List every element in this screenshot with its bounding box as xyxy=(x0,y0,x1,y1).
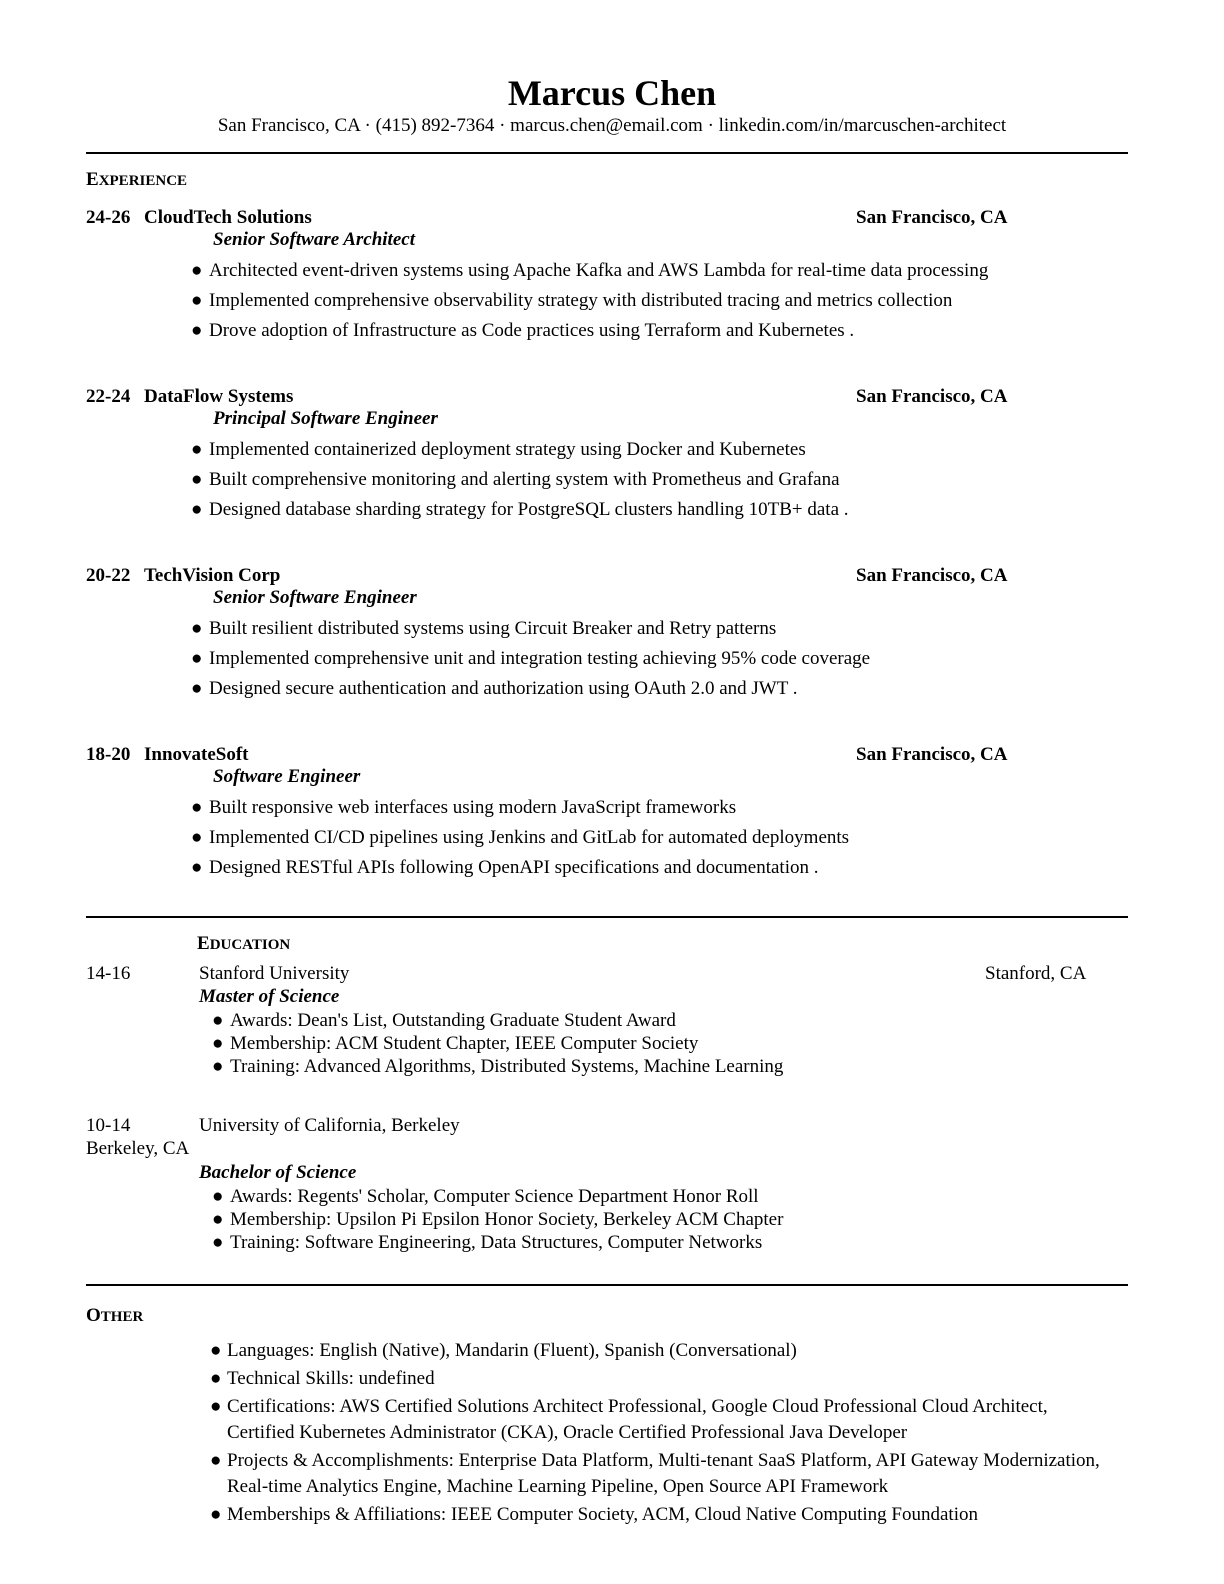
job-dates: 20-22 xyxy=(86,565,131,586)
education-degree: Master of Science xyxy=(199,986,340,1007)
education-bullets xyxy=(212,1185,783,1254)
job-entry xyxy=(86,206,1128,341)
job-title: Principal Software Engineer xyxy=(213,408,438,429)
other-heading-initial: O xyxy=(86,1305,101,1326)
job-bullet: ● Built comprehensive monitoring and alerting system with Prometheus and Grafana xyxy=(191,469,840,490)
job-title: Software Engineer xyxy=(213,766,361,787)
job-company: InnovateSoft xyxy=(144,744,249,765)
job-bullet: ● Drove adoption of Infrastructure as Code practices using Terraform and Kubernetes . xyxy=(191,320,855,341)
job-bullet: ● Built responsive web interfaces using modern JavaScript frameworks xyxy=(191,797,737,818)
education-school: Stanford University xyxy=(199,963,350,984)
job-bullet: ● Implemented containerized deployment strategy using Docker and Kubernetes xyxy=(191,439,806,460)
contact-line: San Francisco, CA · (415) 892-7364 · marcus.chen@email.com · linkedin.com/in/marcuschen-architect xyxy=(217,115,1007,136)
education-dates: 14-16 xyxy=(86,963,131,984)
job-bullet: ● Architected event-driven systems using Apache Kafka and AWS Lambda for real-time data processing xyxy=(191,260,989,281)
job-bullet: ● Implemented CI/CD pipelines using Jenkins and GitLab for automated deployments xyxy=(191,827,850,848)
education-heading xyxy=(197,932,290,957)
other-item: ● Projects & Accomplishments: Enterprise Data Platform, Multi-tenant SaaS Platform, API Gateway Modernization, Real-time Analytics Engine, Machine Learning Pipeline, Open Source API Framework xyxy=(210,1450,1100,1497)
candidate-name: Marcus Chen xyxy=(507,73,717,113)
other-heading xyxy=(86,1304,143,1329)
education-bullet: ● Membership: Upsilon Pi Epsilon Honor Society, Berkeley ACM Chapter xyxy=(212,1209,784,1230)
job-location: San Francisco, CA xyxy=(856,565,1008,586)
other-heading-rest: THER xyxy=(100,1309,144,1325)
job-entry xyxy=(86,385,1128,520)
job-bullet: ● Designed database sharding strategy for PostgreSQL clusters handling 10TB+ data . xyxy=(191,499,849,520)
other-item: ● Technical Skills: undefined xyxy=(210,1368,435,1389)
education-school: University of California, Berkeley xyxy=(199,1115,460,1136)
job-location: San Francisco, CA xyxy=(856,207,1008,228)
job-bullets xyxy=(191,256,988,346)
education-dates: 10-14 xyxy=(86,1115,131,1136)
other-item: ● Languages: English (Native), Mandarin (Fluent), Spanish (Conversational) xyxy=(210,1340,797,1361)
job-title: Senior Software Engineer xyxy=(213,587,417,608)
job-title: Senior Software Architect xyxy=(213,229,415,250)
job-bullet: ● Implemented comprehensive unit and integration testing achieving 95% code coverage xyxy=(191,648,871,669)
education-bullet: ● Awards: Regents' Scholar, Computer Science Department Honor Roll xyxy=(212,1186,759,1207)
job-bullet: ● Implemented comprehensive observability strategy with distributed tracing and metrics collection xyxy=(191,290,953,311)
job-company: TechVision Corp xyxy=(144,565,281,586)
education-entry xyxy=(86,1114,1128,1264)
job-location: San Francisco, CA xyxy=(856,386,1008,407)
education-location: Stanford, CA xyxy=(985,963,1087,984)
job-entry xyxy=(86,564,1128,699)
education-bullet: ● Training: Advanced Algorithms, Distributed Systems, Machine Learning xyxy=(212,1056,784,1077)
other-list xyxy=(210,1338,1110,1530)
other-item: ● Certifications: AWS Certified Solutions Architect Professional, Google Cloud Professional Cloud Architect, Certified Kubernetes Administrator (CKA), Oracle Certified Professional Java Developer xyxy=(210,1396,1048,1443)
job-entry xyxy=(86,743,1128,878)
experience-heading-rest: XPERIENCE xyxy=(98,173,188,189)
job-bullets xyxy=(191,614,870,704)
education-heading-rest: DUCATION xyxy=(209,937,291,953)
experience-divider xyxy=(86,916,1128,918)
education-degree: Bachelor of Science xyxy=(199,1162,357,1183)
job-bullet: ● Built resilient distributed systems using Circuit Breaker and Retry patterns xyxy=(191,618,777,639)
education-heading-initial: E xyxy=(197,933,210,954)
job-company: CloudTech Solutions xyxy=(144,207,312,228)
education-bullet: ● Training: Software Engineering, Data Structures, Computer Networks xyxy=(212,1232,763,1253)
job-location: San Francisco, CA xyxy=(856,744,1008,765)
education-location: Berkeley, CA xyxy=(86,1138,190,1159)
job-bullet: ● Designed secure authentication and authorization using OAuth 2.0 and JWT . xyxy=(191,678,798,699)
education-bullets xyxy=(212,1009,783,1078)
job-company: DataFlow Systems xyxy=(144,386,294,407)
header-divider xyxy=(86,152,1128,154)
experience-heading-initial: E xyxy=(86,169,99,190)
job-bullet: ● Designed RESTful APIs following OpenAPI specifications and documentation . xyxy=(191,857,819,878)
job-dates: 22-24 xyxy=(86,386,131,407)
job-dates: 24-26 xyxy=(86,207,131,228)
education-entry xyxy=(86,962,1128,1082)
education-divider xyxy=(86,1284,1128,1286)
education-bullet: ● Awards: Dean's List, Outstanding Graduate Student Award xyxy=(212,1010,676,1031)
job-bullets xyxy=(191,793,849,883)
job-bullets xyxy=(191,435,849,525)
education-bullet: ● Membership: ACM Student Chapter, IEEE Computer Society xyxy=(212,1033,699,1054)
other-item: ● Memberships & Affiliations: IEEE Computer Society, ACM, Cloud Native Computing Foundation xyxy=(210,1504,978,1525)
job-dates: 18-20 xyxy=(86,744,131,765)
experience-heading xyxy=(86,168,187,193)
